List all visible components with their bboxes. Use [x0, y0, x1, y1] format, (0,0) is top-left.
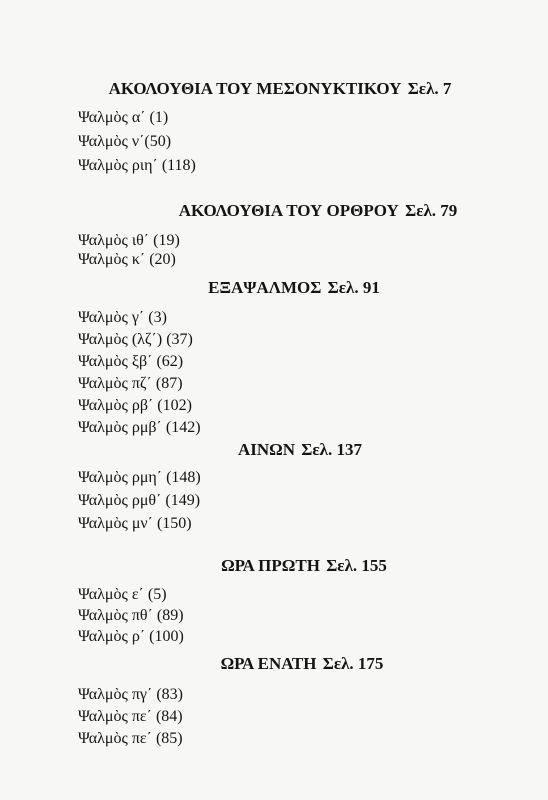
section-page-ref: Σελ. 175: [322, 654, 384, 673]
section-title: ΕΞΑΨΑΛΜΟΣ: [208, 278, 322, 297]
psalm-item: Ψαλμὸς ξβ΄ (62): [78, 353, 184, 370]
psalm-item: Ψαλμὸς ριη΄ (118): [78, 157, 196, 174]
section-title: ΑΚΟΛΟΥΘΙΑ ΤΟΥ ΟΡΘΡΟΥ: [178, 201, 399, 220]
section-page-ref: Σελ. 155: [326, 556, 387, 575]
section-title: ΩΡΑ ΠΡΩΤΗ: [221, 556, 320, 575]
section-heading-exapsalmos: [0, 278, 548, 298]
psalm-item: Ψαλμὸς πθ΄ (89): [78, 607, 184, 624]
section-page-ref: Σελ. 7: [407, 79, 452, 98]
section-heading-mesonyktikon: [0, 79, 548, 99]
psalm-item: Ψαλμὸς κ΄ (20): [78, 251, 176, 268]
psalm-item: Ψαλμὸς α΄ (1): [78, 109, 169, 126]
section-title: ΩΡΑ ΕΝΑΤΗ: [220, 654, 317, 673]
psalm-item: Ψαλμὸς πζ΄ (87): [78, 375, 183, 392]
psalm-item: Ψαλμὸς πγ΄ (83): [78, 686, 183, 703]
section-page-ref: Σελ. 79: [405, 201, 458, 220]
psalm-item: Ψαλμὸς ρμβ΄ (142): [78, 419, 201, 436]
section-title: ΑΙΝΩΝ: [237, 440, 296, 459]
section-heading-orthrou: [0, 201, 548, 221]
psalm-item: Ψαλμὸς πε΄ (84): [78, 708, 183, 725]
section-heading-ainon: [0, 440, 548, 460]
psalm-item: Ψαλμὸς ρμη΄ (148): [78, 469, 201, 486]
psalm-item: Ψαλμὸς ιθ΄ (19): [78, 232, 180, 249]
psalm-item: Ψαλμὸς ρμθ΄ (149): [78, 492, 201, 509]
psalm-item: Ψαλμὸς πε΄ (85): [78, 730, 183, 747]
psalm-item: Ψαλμὸς (λζ΄) (37): [78, 331, 193, 348]
section-title: ΑΚΟΛΟΥΘΙΑ ΤΟΥ ΜΕΣΟΝΥΚΤΙΚΟΥ: [108, 79, 402, 98]
section-heading-prote: [0, 556, 548, 576]
psalm-item: Ψαλμὸς ν΄(50): [78, 133, 172, 150]
psalm-item: Ψαλμὸς γ΄ (3): [78, 309, 167, 326]
section-heading-enate: [0, 654, 548, 674]
section-page-ref: Σελ. 137: [301, 440, 363, 459]
section-page-ref: Σελ. 91: [327, 278, 380, 297]
psalm-item: Ψαλμὸς ρ΄ (100): [78, 628, 184, 645]
psalm-item: Ψαλμὸς ε΄ (5): [78, 586, 167, 603]
psalm-item: Ψαλμὸς ρβ΄ (102): [78, 397, 192, 414]
psalm-item: Ψαλμὸς μν΄ (150): [78, 515, 192, 532]
